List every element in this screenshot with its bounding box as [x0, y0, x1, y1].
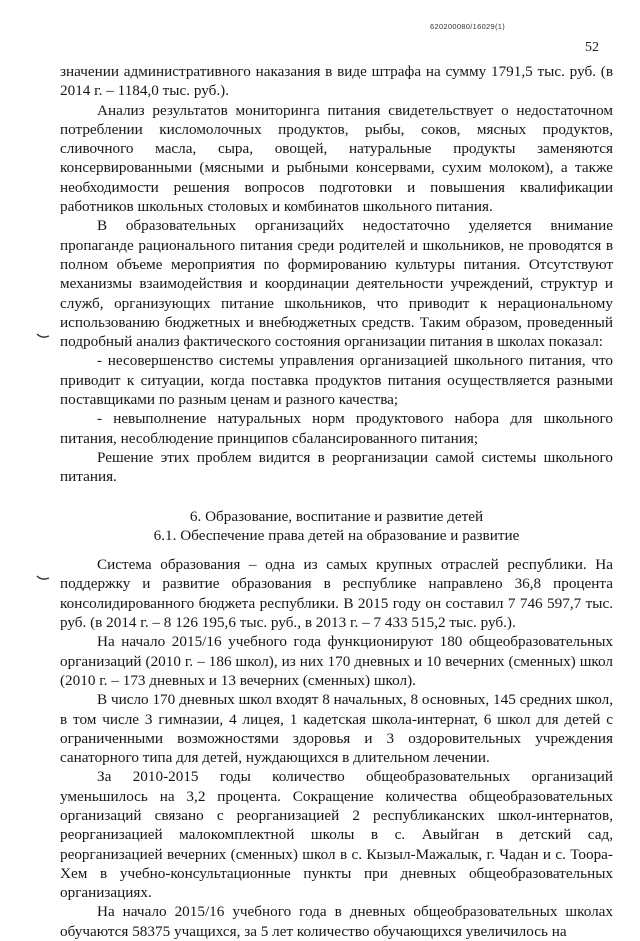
paragraph: Решение этих проблем видится в реорганизации самой системы школьного питания. [60, 448, 613, 486]
document-code: 620200080/16029(1) [430, 22, 506, 31]
paragraph: На начало 2015/16 учебного года в дневных общеобразовательных школах обучаются 58375 учащихся, за 5 лет количество обучающихся увеличилось на [60, 903, 613, 940]
section-heading: 6. Образование, воспитание и развитие детей [189, 507, 484, 525]
paragraph: Анализ результатов мониторинга питания свидетельствует о недостаточном потреблении кисломолочных продуктов, рыбы, соков, мясных продуктов, сливочного масла, сыра, овощей, натуральные продукты заменяются консервированными (мясными и рыбными консервами, сухим молоком), а также необходимости решения вопросов подготовки и повышения квалификации работников школьных столовых и комбинатов школьного питания. [60, 101, 613, 216]
margin-check-mark-icon [36, 333, 50, 339]
list-item: - несовершенство системы управления организацией школьного питания, что приводит к ситуации, когда поставка продуктов питания осуществляется разными поставщиками по разным ценам и разного качества; [60, 352, 613, 409]
subsection-heading: 6.1. Обеспечение права детей на образование и развитие [153, 526, 520, 544]
paragraph: В образовательных организацийх недостаточно уделяется внимание пропаганде рационального питания среди родителей и школьников, не проводятся в полном объеме мероприятия по формированию культуры питания. Отсутствуют механизмы взаимодействия и координации деятельности учреждений, структур и служб, организующих питание школьников, что приводит к нерациональному использованию бюджетных и внебюджетных средств. Таким образом, проведенный подробный анализ фактического состояния организации питания в школах показал: [60, 217, 613, 351]
paragraph: На начало 2015/16 учебного года функционируют 180 общеобразовательных организаций (2010 г. – 186 школ), из них 170 дневных и 10 вечерних (сменных) школ (2010 г. – 173 дневных и 13 вечерних (сменных) школ). [60, 633, 613, 689]
paragraph: В число 170 дневных школ входят 8 начальных, 8 основных, 145 средних школ, в том числе 3 гимназии, 4 лицея, 1 кадетская школа-интернат, 6 школ для детей с ограниченными возможностями здоровья и 3 оздоровительных учреждения санаторного типа для детей, нуждающихся в длительном лечении. [60, 691, 613, 767]
list-item: - невыполнение натуральных норм продуктового набора для школьного питания, несоблюдение принципов сбалансированного питания; [60, 410, 613, 447]
paragraph: Система образования – одна из самых крупных отраслей республики. На поддержку и развитие образования в республике направлено 36,8 процента консолидированного бюджета республики. В 2015 году он составил 7 746 597,7 тыс. руб. (в 2014 г. – 8 126 195,6 тыс. руб., в 2013 г. – 7 433 515,2 тыс. руб.). [60, 556, 613, 632]
paragraphs-top [60, 62, 613, 487]
paragraphs-bottom [60, 555, 613, 941]
page-number: 52 [585, 40, 599, 55]
margin-check-mark-icon [36, 575, 50, 581]
paragraph: значении административного наказания в виде штрафа на сумму 1791,5 тыс. руб. (в 2014 г. – 1184,0 тыс. руб.). [60, 63, 613, 100]
paragraph: За 2010-2015 годы количество общеобразовательных организаций уменьшилось на 3,2 процента. Сокращение количества общеобразовательных организаций связано с реорганизацией 2 республиканских школ-интернатов, реорганизацией малокомплектной школы в с. Авыйган в детский сад, реорганизацией вечерних (сменных) школ в с. Кызыл-Мажалык, г. Чадан и с. Тоора-Хем в учебно-консультационные пункты при дневных общеобразовательных организациях. [60, 768, 613, 902]
document-body [60, 62, 613, 941]
